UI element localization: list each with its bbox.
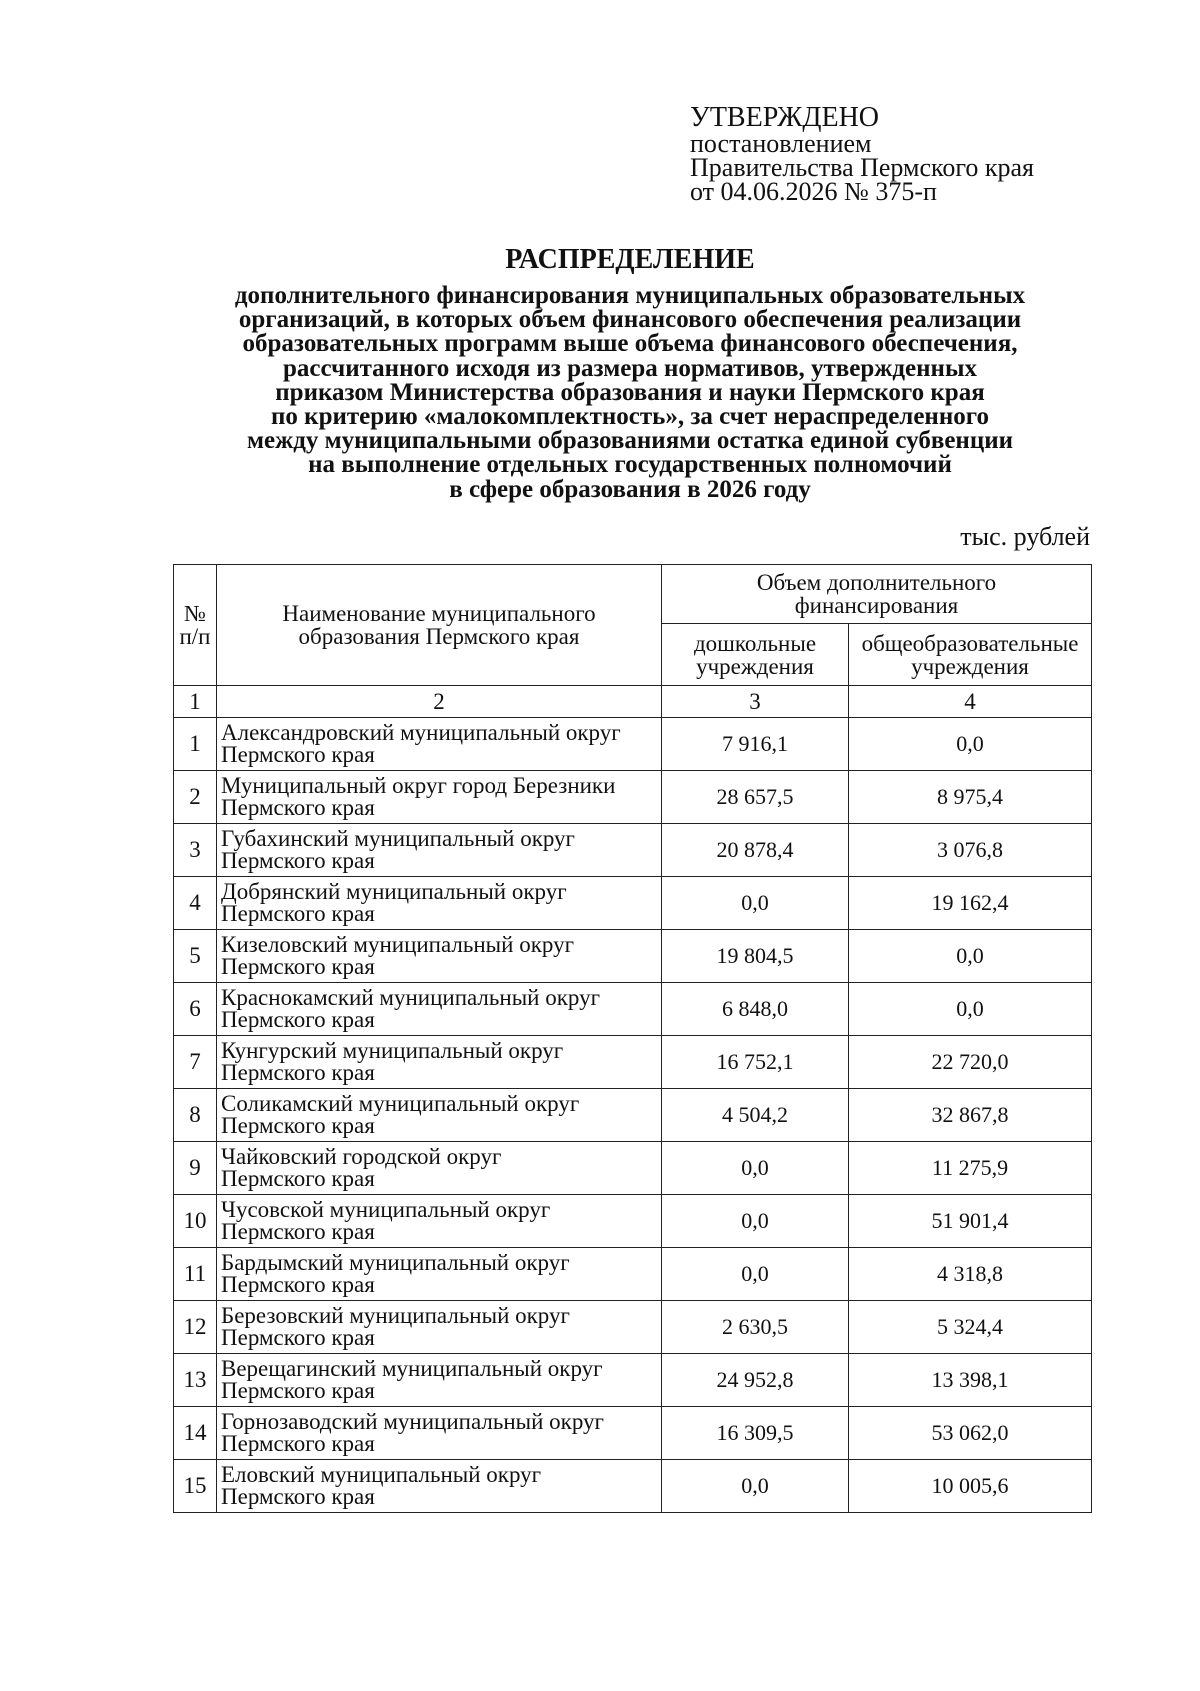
- header-group-line: финансирования: [794, 593, 959, 619]
- row-number: 15: [174, 1460, 217, 1513]
- header-name-line: образования Пермского края: [298, 624, 580, 649]
- municipality-name: [217, 771, 662, 824]
- document-title: РАСПРЕДЕЛЕНИЕ: [505, 244, 755, 275]
- preschool-value: 0,0: [662, 877, 849, 930]
- general-value: 0,0: [849, 718, 1092, 771]
- table-row: [174, 824, 1092, 877]
- municipality-name-line: Кунгурский муниципальный округ: [221, 1038, 564, 1063]
- general-value: 3 076,8: [849, 824, 1092, 877]
- header-general: [849, 624, 1092, 686]
- preschool-value: 16 309,5: [662, 1407, 849, 1460]
- subtitle-line: между муниципальными образованиями остатка единой субвенции: [246, 427, 1014, 455]
- approval-title: УТВЕРЖДЕНО: [690, 102, 880, 133]
- row-number: 11: [174, 1248, 217, 1301]
- municipality-name: [217, 1248, 662, 1301]
- municipality-name-line: Пермского края: [221, 1166, 375, 1191]
- header-preschool: [662, 624, 849, 686]
- general-value: 19 162,4: [849, 877, 1092, 930]
- row-number: 7: [174, 1036, 217, 1089]
- table-row: [174, 1195, 1092, 1248]
- preschool-value: 0,0: [662, 1460, 849, 1513]
- table-row: [174, 718, 1092, 771]
- document-subtitle: [160, 284, 1100, 502]
- table-row: [174, 877, 1092, 930]
- table-row: [174, 1036, 1092, 1089]
- row-number: 13: [174, 1354, 217, 1407]
- approval-stamp: [690, 104, 1034, 204]
- preschool-value: 6 848,0: [662, 983, 849, 1036]
- preschool-value: 16 752,1: [662, 1036, 849, 1089]
- municipality-name-line: Горнозаводский муниципальный округ: [221, 1409, 604, 1434]
- subtitle-line: по критерию «малокомплектность», за счет нераспределенного: [271, 403, 989, 431]
- header-num-line: №: [184, 601, 206, 626]
- municipality-name-line: Краснокамский муниципальный округ: [221, 985, 601, 1010]
- municipality-name-line: Пермского края: [221, 1431, 375, 1456]
- row-number: 3: [174, 824, 217, 877]
- column-number: 2: [217, 686, 662, 718]
- column-number: 1: [174, 686, 217, 718]
- general-value: 5 324,4: [849, 1301, 1092, 1354]
- table-row: [174, 983, 1092, 1036]
- subtitle-line: образовательных программ выше объема финансового обеспечения,: [242, 330, 1018, 358]
- municipality-name-line: Пермского края: [221, 954, 375, 979]
- row-number: 1: [174, 718, 217, 771]
- municipality-name: [217, 983, 662, 1036]
- general-value: 32 867,8: [849, 1089, 1092, 1142]
- subtitle-line: дополнительного финансирования муниципальных образовательных: [234, 282, 1026, 309]
- approval-line-1: постановлением: [690, 129, 872, 158]
- municipality-name-line: Добрянский муниципальный округ: [221, 879, 567, 904]
- municipality-name-line: Муниципальный округ город Березники: [221, 773, 616, 798]
- municipality-name-line: Еловский муниципальный округ: [221, 1462, 542, 1487]
- column-number: 3: [662, 686, 849, 718]
- header-preschool-line: дошкольные: [693, 630, 817, 656]
- header-num: [174, 565, 217, 686]
- preschool-value: 28 657,5: [662, 771, 849, 824]
- municipality-name: [217, 1036, 662, 1089]
- header-general-line: общеобразовательные: [861, 630, 1079, 656]
- subtitle-line: организаций, в которых объем финансового обеспечения реализации: [238, 306, 1022, 334]
- header-general-line: учреждения: [911, 653, 1029, 679]
- general-value: 53 062,0: [849, 1407, 1092, 1460]
- municipality-name-line: Пермского края: [221, 1060, 375, 1085]
- municipality-name: [217, 1089, 662, 1142]
- table-row: [174, 1089, 1092, 1142]
- municipality-name-line: Александровский муниципальный округ: [221, 720, 621, 745]
- municipality-name-line: Пермского края: [221, 795, 375, 820]
- column-number: 4: [849, 686, 1092, 718]
- municipality-name: [217, 824, 662, 877]
- row-number: 5: [174, 930, 217, 983]
- preschool-value: 2 630,5: [662, 1301, 849, 1354]
- subtitle-line: рассчитанного исходя из размера нормативов, утвержденных: [283, 354, 977, 382]
- general-value: 51 901,4: [849, 1195, 1092, 1248]
- municipality-name-line: Пермского края: [221, 1272, 375, 1297]
- municipality-name: [217, 1460, 662, 1513]
- municipality-name-line: Пермского края: [221, 1007, 375, 1032]
- municipality-name: [217, 1195, 662, 1248]
- header-preschool-line: учреждения: [696, 653, 814, 679]
- preschool-value: 7 916,1: [662, 718, 849, 771]
- row-number: 8: [174, 1089, 217, 1142]
- row-number: 12: [174, 1301, 217, 1354]
- preschool-value: 0,0: [662, 1142, 849, 1195]
- general-value: 0,0: [849, 983, 1092, 1036]
- row-number: 6: [174, 983, 217, 1036]
- preschool-value: 20 878,4: [662, 824, 849, 877]
- table-row: [174, 1301, 1092, 1354]
- distribution-table: [173, 564, 1092, 1513]
- table-header-row: [174, 565, 1092, 624]
- table-row: [174, 1460, 1092, 1513]
- header-name: [217, 565, 662, 686]
- general-value: 13 398,1: [849, 1354, 1092, 1407]
- municipality-name-line: Пермского края: [221, 1113, 375, 1138]
- table-row: [174, 1407, 1092, 1460]
- municipality-name-line: Бардымский муниципальный округ: [221, 1250, 570, 1275]
- subtitle-line: на выполнение отдельных государственных полномочий: [308, 451, 952, 479]
- preschool-value: 0,0: [662, 1248, 849, 1301]
- approval-line-3: от 04.06.2026 № 375-п: [690, 177, 937, 206]
- row-number: 9: [174, 1142, 217, 1195]
- units-label: тыс. рублей: [960, 522, 1090, 551]
- table-row: [174, 1354, 1092, 1407]
- subtitle-line: приказом Министерства образования и науки Пермского края: [275, 378, 985, 406]
- table-row: [174, 1248, 1092, 1301]
- municipality-name-line: Пермского края: [221, 848, 375, 873]
- header-num-line: п/п: [179, 624, 211, 649]
- municipality-name: [217, 1407, 662, 1460]
- municipality-name: [217, 930, 662, 983]
- municipality-name: [217, 877, 662, 930]
- subtitle-line: в сфере образования в 2026 году: [449, 475, 811, 503]
- header-group-line: Объем дополнительного: [756, 570, 997, 596]
- municipality-name-line: Пермского края: [221, 1219, 375, 1244]
- municipality-name-line: Березовский муниципальный округ: [221, 1303, 570, 1328]
- row-number: 14: [174, 1407, 217, 1460]
- general-value: 10 005,6: [849, 1460, 1092, 1513]
- municipality-name-line: Кизеловский муниципальный округ: [221, 932, 574, 957]
- municipality-name-line: Пермского края: [221, 742, 375, 767]
- municipality-name-line: Чайковский городской округ: [221, 1144, 502, 1169]
- table-row: [174, 771, 1092, 824]
- preschool-value: 24 952,8: [662, 1354, 849, 1407]
- municipality-name-line: Соликамский муниципальный округ: [221, 1091, 580, 1116]
- general-value: 22 720,0: [849, 1036, 1092, 1089]
- preschool-value: 4 504,2: [662, 1089, 849, 1142]
- row-number: 10: [174, 1195, 217, 1248]
- municipality-name-line: Губахинский муниципальный округ: [221, 826, 575, 851]
- general-value: 4 318,8: [849, 1248, 1092, 1301]
- municipality-name: [217, 1142, 662, 1195]
- table-row: [174, 930, 1092, 983]
- municipality-name: [217, 1301, 662, 1354]
- general-value: 11 275,9: [849, 1142, 1092, 1195]
- municipality-name: [217, 718, 662, 771]
- row-number: 4: [174, 877, 217, 930]
- municipality-name-line: Верещагинский муниципальный округ: [221, 1356, 603, 1381]
- header-group: [662, 565, 1092, 624]
- general-value: 0,0: [849, 930, 1092, 983]
- municipality-name-line: Пермского края: [221, 901, 375, 926]
- municipality-name-line: Чусовской муниципальный округ: [221, 1197, 551, 1222]
- municipality-name: [217, 1354, 662, 1407]
- general-value: 8 975,4: [849, 771, 1092, 824]
- municipality-name-line: Пермского края: [221, 1378, 375, 1403]
- municipality-name-line: Пермского края: [221, 1484, 375, 1509]
- column-numbers-row: [174, 686, 1092, 718]
- header-name-line: Наименование муниципального: [282, 601, 596, 626]
- approval-line-2: Правительства Пермского края: [690, 153, 1034, 182]
- table-row: [174, 1142, 1092, 1195]
- row-number: 2: [174, 771, 217, 824]
- preschool-value: 0,0: [662, 1195, 849, 1248]
- preschool-value: 19 804,5: [662, 930, 849, 983]
- municipality-name-line: Пермского края: [221, 1325, 375, 1350]
